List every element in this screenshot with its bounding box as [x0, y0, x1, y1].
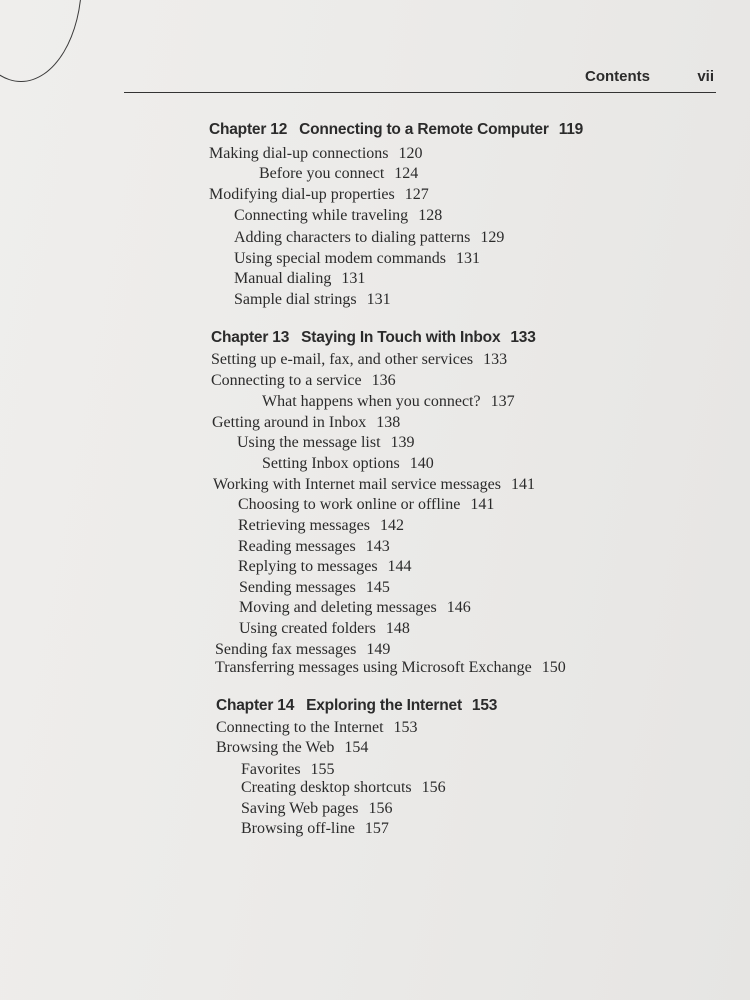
toc-entry: Modifying dial-up properties 127 — [209, 186, 429, 203]
chapter-heading — [211, 329, 536, 347]
toc-entry: Sample dial strings 131 — [234, 291, 391, 308]
header-title: Contents — [585, 68, 650, 85]
toc-entry: Moving and deleting messages 146 — [239, 599, 471, 616]
toc-entry: Setting up e-mail, fax, and other services 133 — [211, 351, 508, 368]
toc-entry: Retrieving messages 142 — [238, 517, 404, 534]
toc-entry: Saving Web pages 156 — [241, 800, 393, 817]
chapter-page: 133 — [510, 329, 536, 346]
chapter-label: Chapter 14 — [216, 697, 295, 714]
toc-entry: Browsing the Web 154 — [216, 739, 369, 756]
toc-entry: Using the message list 139 — [237, 434, 415, 451]
chapter-heading — [209, 121, 583, 139]
chapter-label: Chapter 12 — [209, 121, 288, 138]
toc-entry: Connecting to a service 136 — [211, 372, 396, 389]
chapter-title: Connecting to a Remote Computer — [299, 121, 549, 138]
toc-entry: Adding characters to dialing patterns 129 — [234, 229, 505, 246]
toc-entry: Sending messages 145 — [239, 579, 390, 596]
toc-entry: Using special modem commands 131 — [234, 250, 480, 267]
toc-entry: Getting around in Inbox 138 — [212, 414, 401, 431]
toc-entry: Working with Internet mail service messages 141 — [213, 476, 535, 493]
running-header — [124, 66, 716, 93]
chapter-heading — [216, 697, 497, 715]
toc-entry: Browsing off-line 157 — [241, 820, 389, 837]
toc-entry: Manual dialing 131 — [234, 270, 366, 287]
toc-entry: Creating desktop shortcuts 156 — [241, 779, 446, 796]
toc-entry: Connecting while traveling 128 — [234, 207, 443, 224]
toc-entry: Setting Inbox options 140 — [262, 455, 434, 472]
toc-entry: Sending fax messages 149 — [215, 641, 391, 658]
toc-entry: Using created folders 148 — [239, 620, 410, 637]
toc-entry: Favorites 155 — [241, 761, 335, 778]
header-page-number: vii — [697, 68, 714, 85]
chapter-page: 153 — [471, 697, 498, 714]
chapter-title: Staying In Touch with Inbox — [301, 329, 501, 346]
toc-entry: Choosing to work online or offline 141 — [238, 496, 495, 513]
chapter-page: 119 — [558, 121, 584, 138]
toc-entry: What happens when you connect? 137 — [262, 393, 515, 410]
page-curl-edge — [0, 0, 82, 82]
toc-entry: Making dial-up connections 120 — [209, 145, 423, 162]
toc-entry: Transferring messages using Microsoft Exchange 150 — [215, 659, 566, 676]
toc-entry: Reading messages 143 — [238, 538, 390, 555]
toc-entry: Connecting to the Internet 153 — [216, 719, 418, 736]
chapter-title: Exploring the Internet — [306, 697, 462, 714]
toc-entry: Before you connect 124 — [259, 165, 419, 182]
chapter-label: Chapter 13 — [211, 329, 290, 346]
toc-entry: Replying to messages 144 — [238, 558, 412, 575]
